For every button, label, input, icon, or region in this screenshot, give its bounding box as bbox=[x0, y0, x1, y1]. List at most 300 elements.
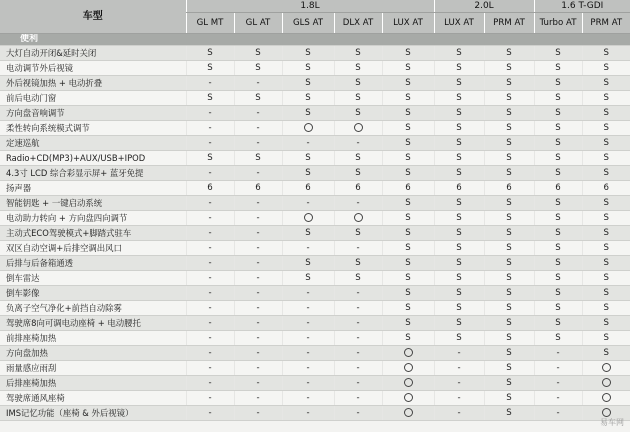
spec-value-cell: S bbox=[382, 301, 434, 316]
feature-row bbox=[0, 181, 630, 196]
feature-name: 定速巡航 bbox=[0, 136, 186, 151]
spec-value-cell: S bbox=[434, 196, 484, 211]
feature-row bbox=[0, 271, 630, 286]
spec-value-cell: S bbox=[484, 271, 534, 286]
feature-name: 前后电动门窗 bbox=[0, 91, 186, 106]
spec-value-cell: S bbox=[484, 151, 534, 166]
feature-name: 外后视镜加热 + 电动折叠 bbox=[0, 76, 186, 91]
spec-value-cell: S bbox=[534, 46, 582, 61]
optional-cell bbox=[382, 376, 434, 391]
spec-value-cell: S bbox=[382, 331, 434, 346]
spec-value-cell: S bbox=[582, 46, 630, 61]
spec-value-cell: S bbox=[582, 241, 630, 256]
spec-value-cell: S bbox=[484, 331, 534, 346]
spec-value-cell: S bbox=[282, 151, 334, 166]
feature-name: 驾驶席通风座椅 bbox=[0, 391, 186, 406]
feature-name: 双区自动空调+后排空调出风口 bbox=[0, 241, 186, 256]
spec-value-cell: S bbox=[484, 46, 534, 61]
spec-value-cell: - bbox=[234, 271, 282, 286]
optional-circle-icon bbox=[304, 123, 313, 132]
feature-row bbox=[0, 391, 630, 406]
spec-value-cell: S bbox=[484, 376, 534, 391]
optional-circle-icon bbox=[602, 363, 611, 372]
spec-value-cell: S bbox=[484, 211, 534, 226]
spec-value-cell: S bbox=[234, 61, 282, 76]
optional-cell bbox=[282, 211, 334, 226]
spec-value-cell: S bbox=[582, 121, 630, 136]
spec-value-cell: S bbox=[434, 136, 484, 151]
spec-value-cell: - bbox=[282, 136, 334, 151]
spec-body bbox=[0, 34, 630, 421]
optional-circle-icon bbox=[304, 213, 313, 222]
spec-value-cell: - bbox=[186, 136, 234, 151]
spec-value-cell: S bbox=[382, 166, 434, 181]
spec-value-cell: S bbox=[382, 196, 434, 211]
spec-value-cell: - bbox=[234, 286, 282, 301]
feature-name: 柔性转向系统模式调节 bbox=[0, 121, 186, 136]
spec-value-cell: S bbox=[334, 271, 382, 286]
spec-value-cell: S bbox=[534, 286, 582, 301]
spec-value-cell: S bbox=[434, 286, 484, 301]
spec-value-cell: - bbox=[434, 361, 484, 376]
spec-value-cell: - bbox=[282, 391, 334, 406]
spec-value-cell: - bbox=[534, 376, 582, 391]
spec-value-cell: S bbox=[382, 91, 434, 106]
spec-value-cell: - bbox=[186, 361, 234, 376]
spec-value-cell: - bbox=[186, 391, 234, 406]
spec-value-cell: - bbox=[282, 316, 334, 331]
spec-value-cell: - bbox=[234, 406, 282, 421]
spec-value-cell: S bbox=[186, 61, 234, 76]
feature-name: 前排座椅加热 bbox=[0, 331, 186, 346]
spec-value-cell: - bbox=[334, 136, 382, 151]
spec-value-cell: - bbox=[334, 346, 382, 361]
feature-name: 倒车影像 bbox=[0, 286, 186, 301]
feature-name: 方向盘音响调节 bbox=[0, 106, 186, 121]
spec-value-cell: S bbox=[534, 211, 582, 226]
spec-value-cell: S bbox=[382, 136, 434, 151]
spec-value-cell: S bbox=[484, 61, 534, 76]
feature-row bbox=[0, 376, 630, 391]
spec-value-cell: S bbox=[534, 316, 582, 331]
spec-value-cell: - bbox=[234, 391, 282, 406]
spec-value-cell: - bbox=[186, 121, 234, 136]
spec-value-cell: - bbox=[234, 211, 282, 226]
spec-value-cell: S bbox=[334, 61, 382, 76]
feature-name: IMS记忆功能（座椅 & 外后视镜） bbox=[0, 406, 186, 421]
spec-value-cell: S bbox=[582, 316, 630, 331]
spec-value-cell: - bbox=[434, 391, 484, 406]
spec-value-cell: 6 bbox=[282, 181, 334, 196]
spec-value-cell: S bbox=[434, 91, 484, 106]
feature-row bbox=[0, 76, 630, 91]
spec-value-cell: 6 bbox=[484, 181, 534, 196]
spec-value-cell: - bbox=[282, 346, 334, 361]
spec-value-cell: S bbox=[282, 106, 334, 121]
optional-circle-icon bbox=[602, 408, 611, 417]
spec-value-cell: S bbox=[234, 91, 282, 106]
spec-value-cell: S bbox=[382, 61, 434, 76]
optional-cell bbox=[582, 361, 630, 376]
spec-value-cell: S bbox=[334, 106, 382, 121]
spec-value-cell: S bbox=[434, 331, 484, 346]
spec-value-cell: S bbox=[434, 316, 484, 331]
feature-row bbox=[0, 301, 630, 316]
spec-value-cell: S bbox=[582, 271, 630, 286]
spec-value-cell: S bbox=[534, 331, 582, 346]
feature-name: 后排与后备箱通透 bbox=[0, 256, 186, 271]
feature-row bbox=[0, 331, 630, 346]
spec-value-cell: - bbox=[186, 76, 234, 91]
spec-value-cell: S bbox=[434, 226, 484, 241]
spec-value-cell: S bbox=[534, 151, 582, 166]
group-header-1-8l: 1.8L bbox=[186, 0, 434, 13]
feature-name: 电动助力转向 + 方向盘四向调节 bbox=[0, 211, 186, 226]
spec-value-cell: - bbox=[234, 136, 282, 151]
spec-value-cell: S bbox=[186, 46, 234, 61]
spec-value-cell: S bbox=[334, 91, 382, 106]
spec-value-cell: - bbox=[334, 376, 382, 391]
feature-row bbox=[0, 61, 630, 76]
optional-cell bbox=[282, 121, 334, 136]
spec-value-cell: S bbox=[282, 91, 334, 106]
spec-value-cell: S bbox=[534, 106, 582, 121]
spec-value-cell: - bbox=[186, 331, 234, 346]
model-header: LUX AT bbox=[382, 13, 434, 34]
optional-cell bbox=[382, 361, 434, 376]
spec-value-cell: - bbox=[186, 406, 234, 421]
spec-value-cell: S bbox=[434, 241, 484, 256]
spec-value-cell: S bbox=[484, 301, 534, 316]
spec-value-cell: S bbox=[382, 211, 434, 226]
optional-cell bbox=[382, 406, 434, 421]
spec-value-cell: - bbox=[186, 211, 234, 226]
feature-row bbox=[0, 166, 630, 181]
spec-value-cell: S bbox=[582, 166, 630, 181]
spec-value-cell: S bbox=[282, 166, 334, 181]
spec-value-cell: S bbox=[234, 151, 282, 166]
spec-value-cell: - bbox=[186, 316, 234, 331]
spec-value-cell: - bbox=[282, 196, 334, 211]
spec-value-cell: - bbox=[534, 391, 582, 406]
spec-value-cell: - bbox=[234, 121, 282, 136]
spec-value-cell: S bbox=[484, 391, 534, 406]
feature-name: Radio+CD(MP3)+AUX/USB+IPOD bbox=[0, 151, 186, 166]
spec-value-cell: - bbox=[186, 196, 234, 211]
optional-circle-icon bbox=[404, 363, 413, 372]
feature-name: 负离子空气净化+前挡自动除雾 bbox=[0, 301, 186, 316]
spec-value-cell: - bbox=[334, 196, 382, 211]
feature-name: 电动调节外后视镜 bbox=[0, 61, 186, 76]
spec-value-cell: S bbox=[434, 256, 484, 271]
spec-value-cell: S bbox=[534, 271, 582, 286]
optional-circle-icon bbox=[404, 348, 413, 357]
group-header-2-0l: 2.0L bbox=[434, 0, 534, 13]
feature-row bbox=[0, 211, 630, 226]
feature-row bbox=[0, 406, 630, 421]
spec-value-cell: S bbox=[582, 136, 630, 151]
spec-value-cell: - bbox=[434, 406, 484, 421]
spec-value-cell: 6 bbox=[186, 181, 234, 196]
model-header: PRM AT bbox=[582, 13, 630, 34]
optional-circle-icon bbox=[602, 393, 611, 402]
spec-value-cell: S bbox=[282, 46, 334, 61]
spec-value-cell: S bbox=[186, 151, 234, 166]
spec-value-cell: S bbox=[484, 166, 534, 181]
optional-cell bbox=[382, 346, 434, 361]
spec-value-cell: S bbox=[534, 76, 582, 91]
spec-value-cell: - bbox=[186, 166, 234, 181]
spec-value-cell: S bbox=[334, 76, 382, 91]
spec-value-cell: - bbox=[434, 346, 484, 361]
optional-cell bbox=[582, 391, 630, 406]
spec-value-cell: S bbox=[534, 226, 582, 241]
spec-value-cell: S bbox=[534, 241, 582, 256]
spec-value-cell: S bbox=[282, 76, 334, 91]
spec-value-cell: - bbox=[234, 331, 282, 346]
feature-row bbox=[0, 136, 630, 151]
spec-value-cell: S bbox=[382, 316, 434, 331]
spec-value-cell: - bbox=[334, 361, 382, 376]
feature-name: 主动式ECO驾驶模式+脚踏式驻车 bbox=[0, 226, 186, 241]
spec-value-cell: - bbox=[186, 241, 234, 256]
spec-value-cell: - bbox=[234, 301, 282, 316]
optional-cell bbox=[382, 391, 434, 406]
feature-row bbox=[0, 196, 630, 211]
optional-cell bbox=[334, 121, 382, 136]
model-header: PRM AT bbox=[484, 13, 534, 34]
spec-value-cell: - bbox=[234, 76, 282, 91]
spec-value-cell: - bbox=[234, 106, 282, 121]
model-header: Turbo AT bbox=[534, 13, 582, 34]
spec-value-cell: S bbox=[582, 211, 630, 226]
spec-value-cell: S bbox=[582, 196, 630, 211]
spec-value-cell: S bbox=[484, 406, 534, 421]
spec-value-cell: S bbox=[282, 256, 334, 271]
spec-value-cell: 6 bbox=[234, 181, 282, 196]
feature-row bbox=[0, 241, 630, 256]
spec-value-cell: - bbox=[282, 241, 334, 256]
spec-value-cell: - bbox=[234, 346, 282, 361]
feature-name: 方向盘加热 bbox=[0, 346, 186, 361]
optional-circle-icon bbox=[354, 213, 363, 222]
model-header: LUX AT bbox=[434, 13, 484, 34]
model-header: GLS AT bbox=[282, 13, 334, 34]
spec-value-cell: S bbox=[434, 106, 484, 121]
spec-value-cell: - bbox=[234, 241, 282, 256]
spec-value-cell: - bbox=[334, 316, 382, 331]
spec-value-cell: S bbox=[382, 106, 434, 121]
spec-value-cell: 6 bbox=[434, 181, 484, 196]
spec-value-cell: S bbox=[382, 121, 434, 136]
type-header: 车型 bbox=[0, 0, 186, 34]
model-header: GL MT bbox=[186, 13, 234, 34]
spec-value-cell: - bbox=[186, 226, 234, 241]
spec-value-cell: S bbox=[484, 196, 534, 211]
spec-value-cell: S bbox=[534, 166, 582, 181]
spec-value-cell: - bbox=[186, 346, 234, 361]
spec-value-cell: S bbox=[484, 316, 534, 331]
spec-value-cell: S bbox=[382, 151, 434, 166]
feature-name: 雨量感应雨刮 bbox=[0, 361, 186, 376]
section-title: 便利 bbox=[0, 34, 630, 46]
spec-value-cell: S bbox=[582, 76, 630, 91]
optional-cell bbox=[334, 211, 382, 226]
spec-value-cell: S bbox=[434, 61, 484, 76]
feature-name: 扬声器 bbox=[0, 181, 186, 196]
spec-value-cell: - bbox=[334, 391, 382, 406]
spec-value-cell: S bbox=[434, 151, 484, 166]
spec-value-cell: S bbox=[582, 226, 630, 241]
spec-value-cell: S bbox=[484, 346, 534, 361]
optional-circle-icon bbox=[404, 408, 413, 417]
model-header: DLX AT bbox=[334, 13, 382, 34]
feature-name: 大灯自动开闭&延时关闭 bbox=[0, 46, 186, 61]
spec-value-cell: - bbox=[334, 301, 382, 316]
spec-value-cell: - bbox=[234, 226, 282, 241]
spec-value-cell: S bbox=[334, 226, 382, 241]
spec-value-cell: S bbox=[534, 136, 582, 151]
spec-value-cell: S bbox=[334, 256, 382, 271]
spec-value-cell: S bbox=[382, 46, 434, 61]
spec-value-cell: - bbox=[234, 361, 282, 376]
spec-value-cell: - bbox=[334, 241, 382, 256]
group-header-1-6t: 1.6 T-GDI bbox=[534, 0, 630, 13]
spec-value-cell: S bbox=[534, 91, 582, 106]
spec-value-cell: S bbox=[484, 106, 534, 121]
feature-row bbox=[0, 361, 630, 376]
optional-circle-icon bbox=[404, 378, 413, 387]
spec-value-cell: S bbox=[282, 271, 334, 286]
feature-row bbox=[0, 151, 630, 166]
spec-value-cell: S bbox=[484, 121, 534, 136]
feature-row bbox=[0, 286, 630, 301]
spec-value-cell: - bbox=[282, 361, 334, 376]
spec-value-cell: S bbox=[434, 301, 484, 316]
spec-value-cell: S bbox=[382, 76, 434, 91]
spec-value-cell: - bbox=[234, 196, 282, 211]
spec-value-cell: S bbox=[582, 346, 630, 361]
spec-value-cell: - bbox=[534, 346, 582, 361]
spec-value-cell: S bbox=[484, 136, 534, 151]
optional-circle-icon bbox=[354, 123, 363, 132]
spec-value-cell: - bbox=[186, 301, 234, 316]
spec-value-cell: - bbox=[434, 376, 484, 391]
feature-row bbox=[0, 46, 630, 61]
spec-value-cell: S bbox=[434, 46, 484, 61]
spec-value-cell: S bbox=[582, 286, 630, 301]
spec-value-cell: - bbox=[282, 301, 334, 316]
spec-value-cell: - bbox=[186, 286, 234, 301]
spec-value-cell: S bbox=[334, 166, 382, 181]
spec-value-cell: S bbox=[434, 211, 484, 226]
spec-value-cell: 6 bbox=[582, 181, 630, 196]
spec-value-cell: S bbox=[484, 226, 534, 241]
feature-row bbox=[0, 346, 630, 361]
spec-value-cell: S bbox=[282, 61, 334, 76]
spec-value-cell: S bbox=[334, 151, 382, 166]
spec-value-cell: - bbox=[186, 271, 234, 286]
feature-name: 4.3寸 LCD 综合彩显示屏+ 蓝牙免提 bbox=[0, 166, 186, 181]
feature-name: 智能钥匙 + 一键启动系统 bbox=[0, 196, 186, 211]
feature-name: 驾驶席8向可调电动座椅 + 电动腰托 bbox=[0, 316, 186, 331]
feature-row bbox=[0, 91, 630, 106]
spec-value-cell: - bbox=[334, 406, 382, 421]
spec-value-cell: - bbox=[534, 406, 582, 421]
spec-value-cell: S bbox=[382, 226, 434, 241]
spec-value-cell: S bbox=[582, 301, 630, 316]
spec-value-cell: - bbox=[334, 286, 382, 301]
optional-circle-icon bbox=[404, 393, 413, 402]
spec-value-cell: S bbox=[434, 76, 484, 91]
spec-value-cell: - bbox=[234, 376, 282, 391]
spec-value-cell: S bbox=[582, 331, 630, 346]
spec-value-cell: - bbox=[234, 256, 282, 271]
spec-value-cell: S bbox=[534, 196, 582, 211]
spec-value-cell: 6 bbox=[382, 181, 434, 196]
spec-value-cell: - bbox=[282, 406, 334, 421]
spec-value-cell: S bbox=[582, 151, 630, 166]
feature-row bbox=[0, 106, 630, 121]
spec-value-cell: S bbox=[334, 46, 382, 61]
spec-value-cell: S bbox=[382, 286, 434, 301]
feature-row bbox=[0, 316, 630, 331]
spec-value-cell: - bbox=[234, 166, 282, 181]
spec-value-cell: S bbox=[582, 91, 630, 106]
model-header: GL AT bbox=[234, 13, 282, 34]
feature-row bbox=[0, 256, 630, 271]
spec-value-cell: S bbox=[534, 256, 582, 271]
feature-row bbox=[0, 121, 630, 136]
feature-name: 后排座椅加热 bbox=[0, 376, 186, 391]
feature-row bbox=[0, 226, 630, 241]
spec-value-cell: S bbox=[434, 166, 484, 181]
spec-value-cell: S bbox=[484, 256, 534, 271]
spec-value-cell: - bbox=[282, 286, 334, 301]
spec-value-cell: S bbox=[484, 286, 534, 301]
spec-value-cell: S bbox=[234, 46, 282, 61]
watermark: 易车网 bbox=[600, 418, 624, 427]
spec-value-cell: S bbox=[534, 121, 582, 136]
spec-value-cell: 6 bbox=[534, 181, 582, 196]
spec-value-cell: - bbox=[234, 316, 282, 331]
spec-value-cell: S bbox=[186, 91, 234, 106]
spec-value-cell: - bbox=[334, 331, 382, 346]
spec-value-cell: - bbox=[534, 361, 582, 376]
spec-value-cell: S bbox=[382, 271, 434, 286]
spec-value-cell: S bbox=[484, 361, 534, 376]
optional-circle-icon bbox=[602, 378, 611, 387]
spec-value-cell: S bbox=[282, 226, 334, 241]
spec-value-cell: S bbox=[382, 256, 434, 271]
optional-cell bbox=[582, 376, 630, 391]
spec-value-cell: - bbox=[186, 106, 234, 121]
spec-value-cell: - bbox=[186, 256, 234, 271]
spec-value-cell: S bbox=[484, 76, 534, 91]
spec-value-cell: S bbox=[434, 271, 484, 286]
spec-value-cell: S bbox=[582, 106, 630, 121]
spec-value-cell: S bbox=[534, 301, 582, 316]
spec-value-cell: - bbox=[282, 331, 334, 346]
spec-value-cell: 6 bbox=[334, 181, 382, 196]
spec-value-cell: - bbox=[282, 376, 334, 391]
spec-value-cell: S bbox=[534, 61, 582, 76]
spec-value-cell: - bbox=[186, 376, 234, 391]
spec-value-cell: S bbox=[484, 241, 534, 256]
spec-value-cell: S bbox=[582, 61, 630, 76]
feature-name: 倒车雷达 bbox=[0, 271, 186, 286]
spec-value-cell: S bbox=[382, 241, 434, 256]
